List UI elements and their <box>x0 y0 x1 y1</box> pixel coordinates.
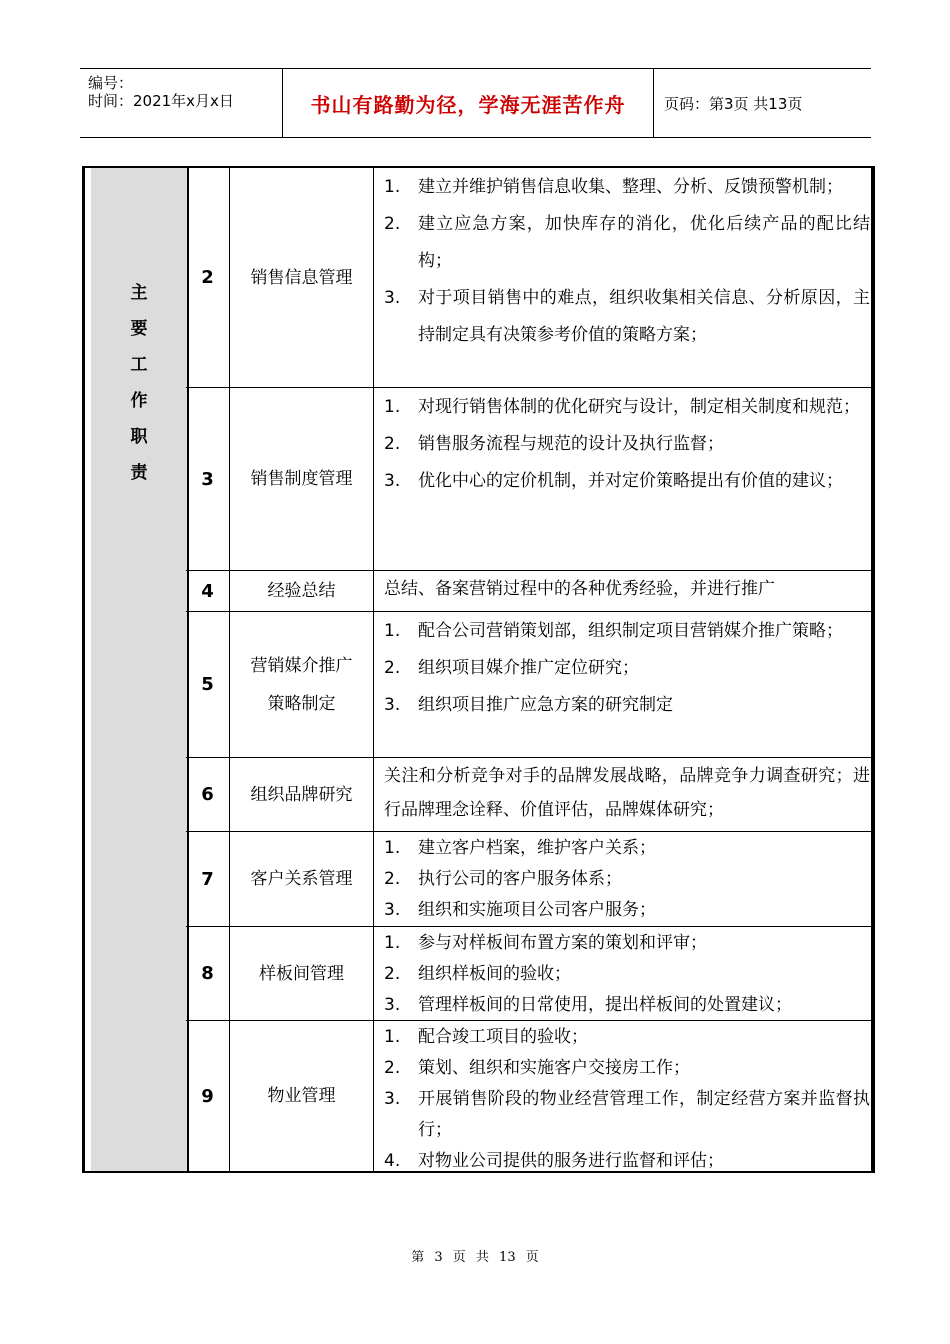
row-name: 客户关系管理 <box>230 832 374 926</box>
row-number: 6 <box>186 758 230 831</box>
row-text: 关注和分析竞争对手的品牌发展战略，品牌竞争力调查研究；进行品牌理念诠释、价值评估，品牌媒体研究； <box>384 766 870 820</box>
item-number: 3. <box>384 288 401 308</box>
header-meta-cell <box>80 69 283 137</box>
list-item <box>384 280 870 354</box>
list-item <box>384 833 870 864</box>
list-item <box>384 389 870 426</box>
row-name: 组织品牌研究 <box>230 758 374 831</box>
row-text: 总结、备案营销过程中的各种优秀经验，并进行推广 <box>384 579 775 599</box>
duties-table <box>82 166 875 1173</box>
item-number: 3. <box>384 1089 401 1109</box>
item-text: 组织项目媒介推广定位研究； <box>418 658 639 678</box>
list-item <box>384 613 870 650</box>
list-item <box>384 1053 870 1084</box>
row-number: 4 <box>186 571 230 611</box>
item-text: 对于项目销售中的难点，组织收集相关信息、分析原因，主持制定具有决策参考价值的策略方案； <box>418 288 870 345</box>
list-item <box>384 463 870 500</box>
item-number: 2. <box>384 434 401 454</box>
row-description <box>374 758 874 831</box>
row-number: 9 <box>186 1021 230 1171</box>
table-row <box>186 387 874 570</box>
table-row <box>186 168 874 387</box>
side-label-char: 职 <box>130 427 148 447</box>
list-item <box>384 206 870 280</box>
page-footer: 第 3 页 共 13 页 <box>411 1250 539 1265</box>
item-number: 4. <box>384 1151 401 1171</box>
row-description <box>374 612 874 757</box>
row-name: 销售信息管理 <box>230 168 374 387</box>
list-item <box>384 1022 870 1053</box>
row-description <box>374 388 874 570</box>
item-number: 1. <box>384 838 401 858</box>
item-text: 执行公司的客户服务体系； <box>418 869 622 889</box>
item-text: 组织样板间的验收； <box>418 964 571 984</box>
item-text: 管理样板间的日常使用，提出样板间的处置建议； <box>418 995 792 1015</box>
item-number: 2. <box>384 1058 401 1078</box>
list-item <box>384 169 870 206</box>
row-number: 5 <box>186 612 230 757</box>
item-text: 策划、组织和实施客户交接房工作； <box>418 1058 690 1078</box>
item-number: 1. <box>384 621 401 641</box>
row-description <box>374 168 874 387</box>
list-item <box>384 864 870 895</box>
list-item <box>384 959 870 990</box>
table-row <box>186 570 874 611</box>
list-item <box>384 650 870 687</box>
side-label-char: 作 <box>130 391 148 411</box>
item-number: 2. <box>384 658 401 678</box>
item-text: 对现行销售体制的优化研究与设计，制定相关制度和规范； <box>418 397 860 417</box>
row-number: 3 <box>186 388 230 570</box>
row-name: 营销媒介推广策略制定 <box>230 612 374 757</box>
document-header <box>80 68 871 138</box>
row-number: 7 <box>186 832 230 926</box>
table-row <box>186 926 874 1020</box>
row-name: 经验总结 <box>230 571 374 611</box>
item-number: 1. <box>384 397 401 417</box>
item-text: 组织和实施项目公司客户服务； <box>418 900 656 920</box>
item-text: 建立并维护销售信息收集、整理、分析、反馈预警机制； <box>418 177 843 197</box>
side-label <box>91 275 187 491</box>
item-number: 3. <box>384 900 401 920</box>
row-description <box>374 832 874 926</box>
item-number: 3. <box>384 995 401 1015</box>
item-number: 1. <box>384 933 401 953</box>
header-motto-cell <box>283 69 654 137</box>
code-label: 编号： <box>88 74 134 92</box>
row-description <box>374 571 874 611</box>
header-page-cell <box>654 69 871 137</box>
list-item <box>384 687 870 724</box>
list-item <box>384 1146 870 1177</box>
row-description <box>374 1021 874 1171</box>
row-name: 样板间管理 <box>230 927 374 1020</box>
item-text: 建立客户档案，维护客户关系； <box>418 838 656 858</box>
page-info: 页码：第3页 共13页 <box>664 94 803 113</box>
row-number: 8 <box>186 927 230 1020</box>
item-number: 1. <box>384 1027 401 1047</box>
row-name: 物业管理 <box>230 1021 374 1171</box>
side-label-cell <box>91 168 189 1171</box>
list-item <box>384 895 870 926</box>
row-description <box>374 927 874 1020</box>
side-label-char: 主 <box>130 283 148 303</box>
row-number: 2 <box>186 168 230 387</box>
table-row <box>186 831 874 926</box>
item-number: 2. <box>384 869 401 889</box>
table-row <box>186 1020 874 1171</box>
item-number: 2. <box>384 214 401 234</box>
table-row <box>186 757 874 831</box>
table-row <box>186 611 874 757</box>
item-text: 组织项目推广应急方案的研究制定 <box>418 695 673 715</box>
item-text: 开展销售阶段的物业经营管理工作，制定经营方案并监督执行； <box>418 1089 870 1140</box>
motto: 书山有路勤为径，学海无涯苦作舟 <box>310 92 626 117</box>
item-number: 1. <box>384 177 401 197</box>
side-label-char: 要 <box>130 319 148 339</box>
time-label: 时间：2021年x月x日 <box>88 92 234 110</box>
item-text: 配合公司营销策划部，组织制定项目营销媒介推广策略； <box>418 621 843 641</box>
list-item <box>384 426 870 463</box>
list-item <box>384 990 870 1021</box>
item-text: 销售服务流程与规范的设计及执行监督； <box>418 434 724 454</box>
item-number: 2. <box>384 964 401 984</box>
side-label-char: 责 <box>130 463 148 483</box>
item-text: 建立应急方案，加快库存的消化，优化后续产品的配比结构； <box>418 214 870 271</box>
list-item <box>384 928 870 959</box>
side-label-char: 工 <box>130 355 148 375</box>
item-number: 3. <box>384 471 401 491</box>
item-text: 优化中心的定价机制，并对定价策略提出有价值的建议； <box>418 471 843 491</box>
item-number: 3. <box>384 695 401 715</box>
row-name: 销售制度管理 <box>230 388 374 570</box>
item-text: 参与对样板间布置方案的策划和评审； <box>418 933 707 953</box>
list-item <box>384 1084 870 1146</box>
item-text: 配合竣工项目的验收； <box>418 1027 588 1047</box>
item-text: 对物业公司提供的服务进行监督和评估； <box>418 1151 724 1171</box>
